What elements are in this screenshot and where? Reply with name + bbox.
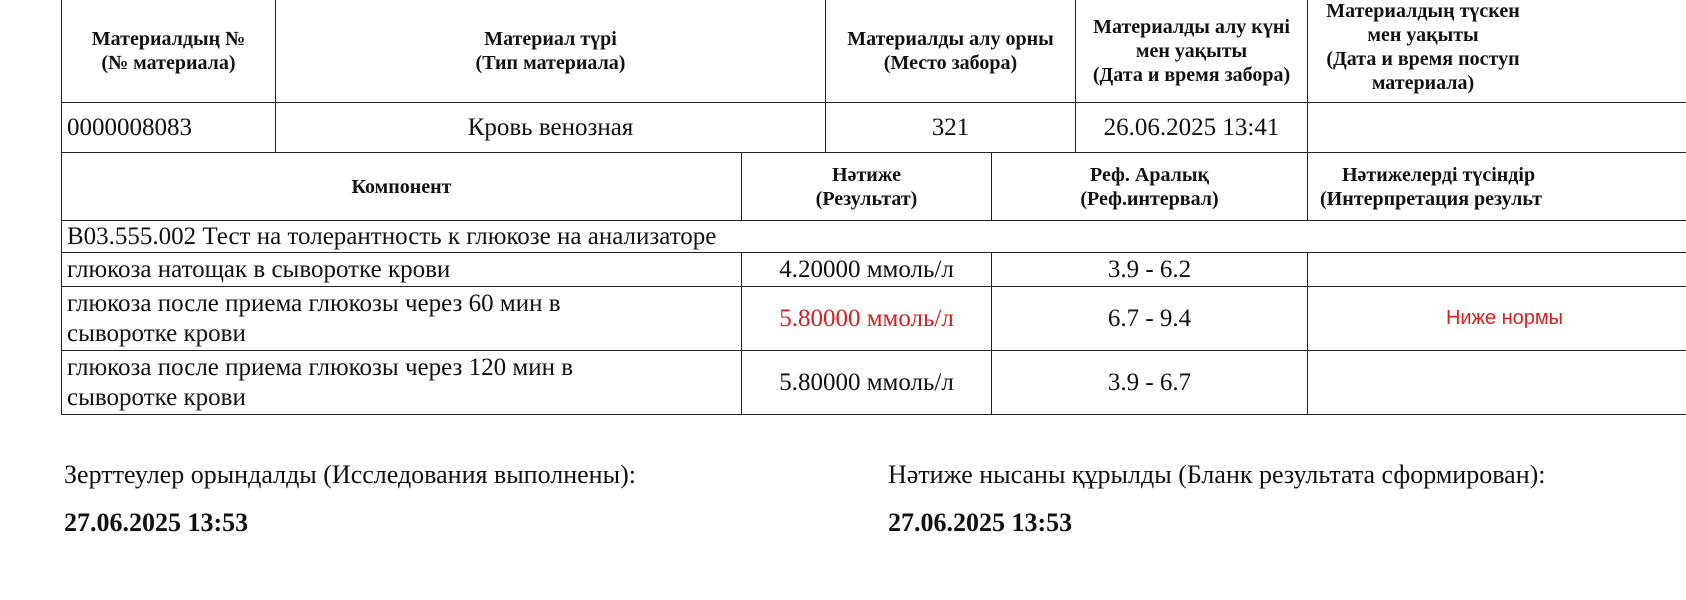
interpretation: [1308, 351, 1686, 415]
header-text: Материалды алу күні мен уақыты: [1093, 15, 1290, 62]
component-name: глюкоза натощак в сыворотке крови: [62, 253, 742, 287]
header-text: (Дата и время забора): [1092, 63, 1291, 86]
results-header-row: [62, 153, 1686, 221]
collection-place: 321: [826, 103, 1076, 153]
header-text: Нәтижелерді түсіндір: [1342, 163, 1536, 186]
header-text: (Место забора): [883, 51, 1018, 74]
material-data-row: [62, 103, 1686, 153]
header-text: (Тип материала): [475, 51, 626, 74]
reference-range: 3.9 - 6.7: [992, 351, 1308, 415]
header-material-type: [276, 0, 826, 103]
material-number: 0000008083: [62, 103, 276, 153]
header-text: (Результат): [815, 187, 918, 210]
reference-range: 3.9 - 6.2: [992, 253, 1308, 287]
section-title: B03.555.002 Тест на толерантность к глюкозе на анализаторе: [62, 221, 1686, 253]
header-collection-place: [826, 0, 1076, 103]
component-name: глюкоза после приема глюкозы через 120 мин в сыворотке крови: [62, 351, 742, 415]
received-date: [1308, 103, 1686, 153]
table-row: [62, 253, 1686, 287]
header-text: (Дата и время поступ материала): [1326, 48, 1520, 94]
header-text: Материал түрі: [484, 27, 617, 50]
result-value: 5.80000 ммоль/л: [742, 351, 992, 415]
result-value: 4.20000 ммоль/л: [742, 253, 992, 287]
header-text: Реф. Аралық: [1089, 163, 1209, 186]
interpretation: [1308, 253, 1686, 287]
component-name: глюкоза после приема глюкозы через 60 мин в сыворотке крови: [62, 287, 742, 351]
header-result: [742, 153, 992, 221]
header-interpretation: [1308, 153, 1686, 221]
table-row: [62, 351, 1686, 415]
header-reference: [992, 153, 1308, 221]
header-text: (Реф.интервал): [1080, 187, 1219, 210]
header-received-date: [1308, 0, 1686, 103]
section-row: [62, 221, 1686, 253]
formed-date: 27.06.2025 13:53: [888, 508, 1073, 537]
material-type: Кровь венозная: [276, 103, 826, 153]
performed-date: 27.06.2025 13:53: [64, 508, 249, 537]
reference-range: 6.7 - 9.4: [992, 287, 1308, 351]
header-text: (№ материала): [101, 51, 236, 74]
header-text: Материалды алу орны: [847, 27, 1054, 50]
material-header-row: [62, 0, 1686, 103]
header-text: Материалдың №: [91, 27, 246, 50]
material-table: [61, 0, 1686, 153]
table-row: [62, 287, 1686, 351]
interpretation: Ниже нормы: [1308, 287, 1686, 351]
collection-date: 26.06.2025 13:41: [1076, 103, 1308, 153]
performed-label: Зерттеулер орындалды (Исследования выполнены):: [64, 460, 636, 489]
header-text: Материалдың түскен мен уақыты: [1326, 0, 1520, 46]
result-value: 5.80000 ммоль/л: [742, 287, 992, 351]
results-table: [61, 152, 1686, 415]
header-component: Компонент: [62, 153, 742, 221]
header-text: (Интерпретация результ: [1320, 187, 1543, 210]
header-collection-date: [1076, 0, 1308, 103]
header-text: Нәтиже: [832, 163, 901, 186]
formed-label: Нәтиже нысаны құрылды (Бланк результата сформирован):: [888, 460, 1546, 489]
header-material-number: [62, 0, 276, 103]
